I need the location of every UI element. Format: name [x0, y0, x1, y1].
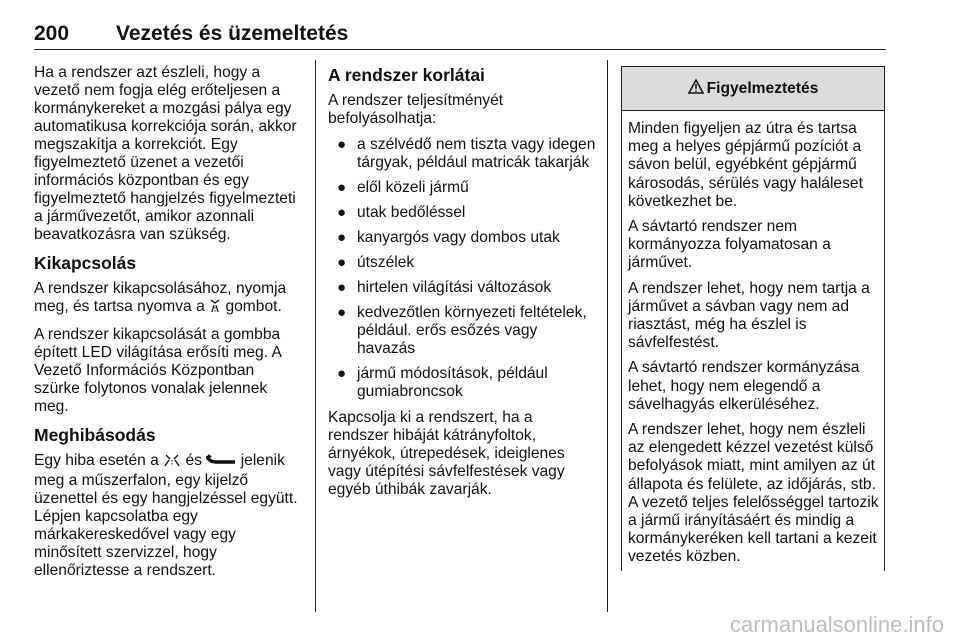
- lane-keep-warning-icon: [163, 453, 181, 472]
- bullet-icon: ●: [337, 304, 347, 321]
- list-item: [328, 254, 596, 272]
- bullet-icon: ●: [337, 365, 347, 382]
- list-item: [328, 179, 596, 197]
- list-item: [328, 229, 596, 247]
- warning-paragraph: Minden figyeljen az útra és tartsa meg a helyes gépjármű pozíciót a sávon belül, egyébként gépjármű károsodás, sérülés vagy haláleset következhet be.: [628, 120, 863, 210]
- column-middle: [328, 64, 596, 507]
- watermark: carmanualsonline.info: [729, 612, 944, 637]
- bullet-icon: ●: [337, 254, 347, 271]
- heading-kikapcsolas: Kikapcsolás: [34, 253, 137, 273]
- list-item: [328, 204, 596, 222]
- page-header: [34, 18, 886, 48]
- intro-paragraph: Ha a rendszer azt észleli, hogy a vezető nem fogja elég erőteljesen a kormánykereket a mozgási pálya egy automatikusa korrekciója során, akkor megszakítja a korrekciót. Egy figyelmeztető üzenet a vezetői információs központban és egy figyelmeztető hangjelzés figyelmezteti a járművezetőt, amikor azonnali beavatkozásra van szükség.: [34, 64, 297, 243]
- section-title: Vezetés és üzemeltetés: [116, 22, 349, 45]
- limitations-intro: A rendszer teljesítményét befolyásolhatja:: [328, 92, 504, 127]
- warning-paragraph: A sávtartó rendszer kormányzása lehet, hogy nem elegendő a sávelhagyás elkerüléséhez.: [628, 359, 860, 413]
- warning-paragraph: A sávtartó rendszer nem kormányozza folyamatosan a járművet.: [628, 218, 831, 272]
- page-number: 200: [34, 22, 70, 45]
- warning-header: [621, 66, 885, 111]
- list-item-text: utak bedőléssel: [357, 204, 466, 221]
- warning-box: [621, 66, 885, 570]
- warning-triangle-icon: [688, 79, 704, 99]
- led-paragraph: A rendszer kikapcsolását a gombba épített LED világítása erősíti meg. A Vezető Információs Központban szürke folytonos vonalak jelennek meg.: [34, 326, 282, 415]
- column-divider-1: [315, 60, 316, 612]
- limitations-list: [328, 136, 596, 401]
- fault-text-a: Egy hiba esetén a: [34, 452, 159, 469]
- fault-text-b: és: [185, 452, 203, 469]
- bullet-icon: ●: [337, 204, 347, 221]
- column-left: [34, 64, 302, 588]
- list-item-text: a szélvédő nem tiszta vagy idegen tárgyak, például matricák takarják: [357, 136, 596, 171]
- header-rule: [34, 49, 886, 50]
- bullet-icon: ●: [337, 179, 347, 196]
- fault-text-c: jelenik meg a műszerfalon, egy kijelző üzenettel és egy hangjelzéssel együtt. Lépjen kapcsolatba egy márkakereskedővel vagy egy minősített szervizzel, hogy ellenőriztesse a rendszert.: [34, 452, 298, 579]
- warning-paragraph: A rendszer lehet, hogy nem észleli az elengedett kézzel vezetést külső befolyások miatt, mint amilyen az út állapota és felülete, az időjárás, stb. A vezető teljes felelősséggel tartozik a jármű irányításáért és mindig a kormánykeréken kell tartani a kezeit vezetés közben.: [628, 421, 879, 566]
- lane-keep-button-icon: [209, 299, 221, 318]
- list-item-text: kedvezőtlen környezeti feltételek, például. erős esőzés vagy havazás: [357, 304, 587, 357]
- bullet-icon: ●: [337, 229, 347, 246]
- bullet-icon: ●: [337, 136, 347, 153]
- deactivation-paragraph: [34, 280, 302, 318]
- warning-title: Figyelmeztetés: [706, 79, 819, 97]
- heading-meghibasodas: Meghibásodás: [34, 425, 156, 445]
- list-item-text: hirtelen világítási változások: [357, 279, 552, 296]
- list-item-text: elől közeli jármű: [357, 179, 469, 196]
- limitations-closing: Kapcsolja ki a rendszert, ha a rendszer hibáját kátrányfoltok, árnyékok, útrepedések, ideiglenes vagy útépítési sávfelfestések vagy egyéb úthibák zavarják.: [328, 409, 565, 498]
- list-item-text: jármű módosítások, például gumiabroncsok: [357, 365, 548, 400]
- fault-paragraph: [34, 452, 302, 580]
- column-divider-2: [607, 60, 608, 612]
- warning-body: [621, 111, 885, 571]
- list-item: [328, 279, 596, 297]
- deactivation-text-b: gombot.: [225, 298, 282, 315]
- bullet-icon: ●: [337, 279, 347, 296]
- steering-wheel-hands-off-icon: [206, 453, 236, 472]
- list-item: [328, 304, 596, 358]
- list-item: [328, 365, 596, 401]
- list-item-text: útszélek: [357, 254, 415, 271]
- deactivation-text-a: A rendszer kikapcsolásához, nyomja meg, és tartsa nyomva a: [34, 280, 287, 315]
- list-item: [328, 136, 596, 172]
- warning-paragraph: A rendszer lehet, hogy nem tartja a járművet a sávban vagy nem ad riasztást, még ha észlel is sávfelfestést.: [628, 279, 870, 352]
- list-item-text: kanyargós vagy dombos utak: [357, 229, 560, 246]
- heading-limitations: A rendszer korlátai: [328, 65, 485, 85]
